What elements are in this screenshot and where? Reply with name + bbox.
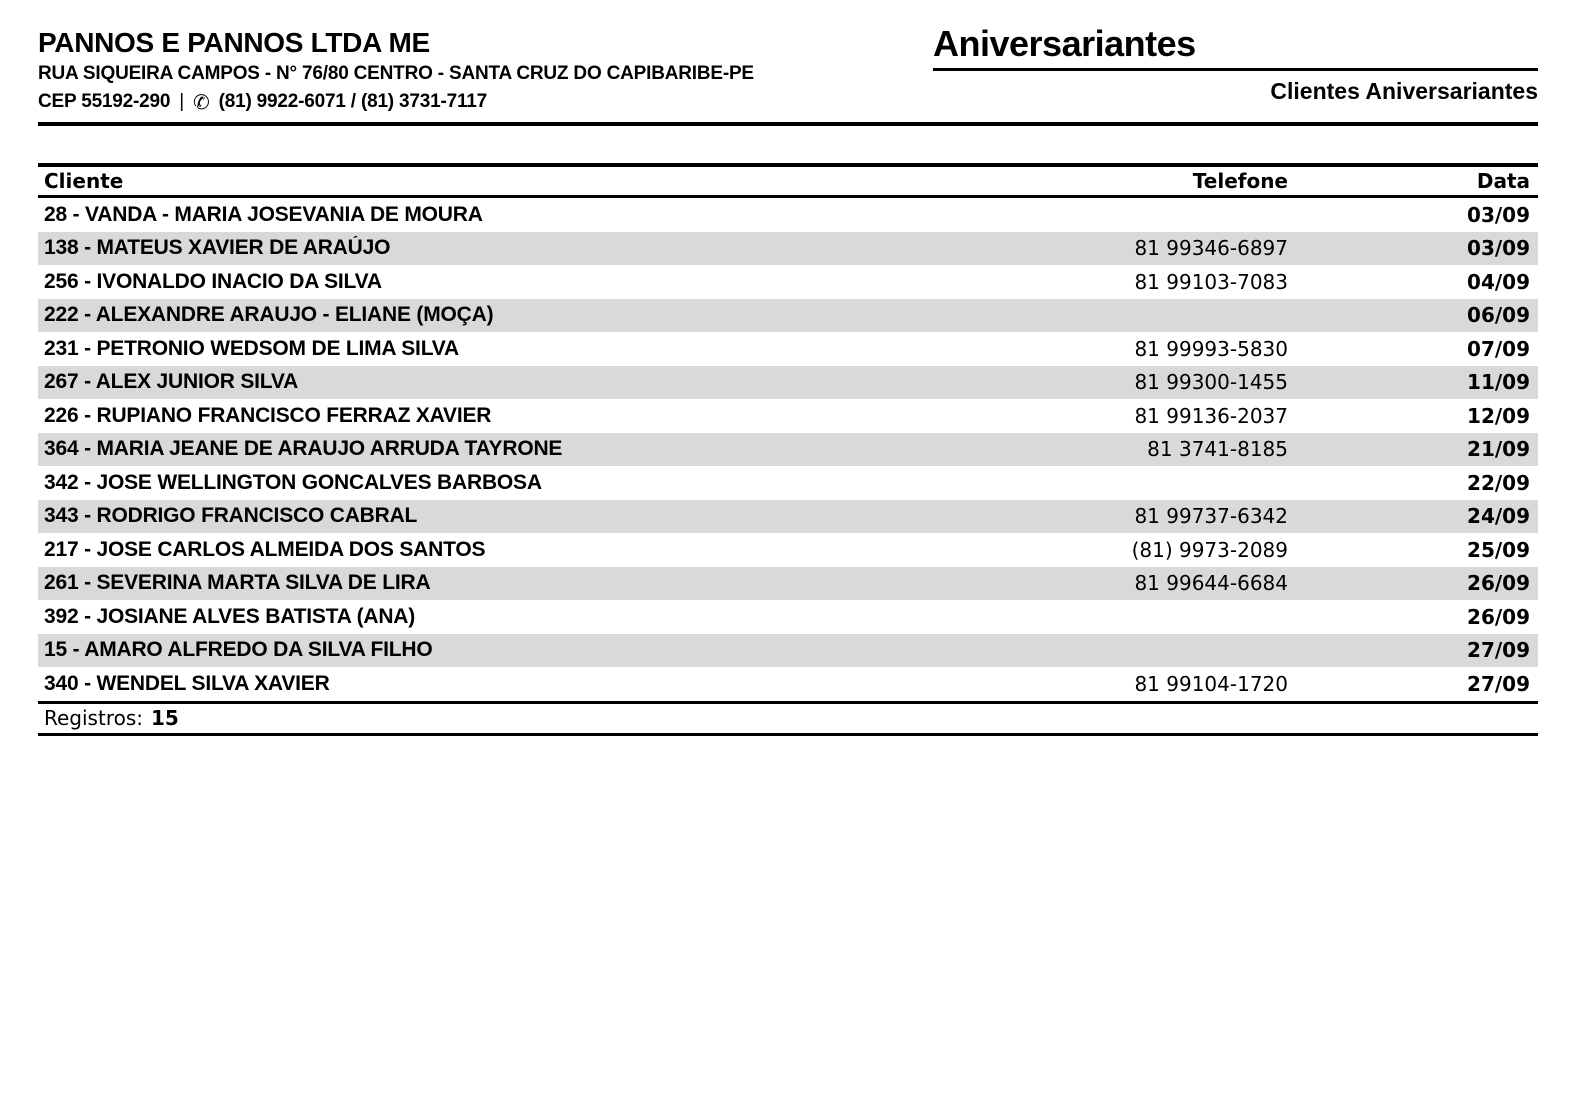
cell-cliente: 217 - JOSE CARLOS ALMEIDA DOS SANTOS — [44, 537, 486, 561]
cell-telefone: 81 99346-6897 — [1134, 236, 1288, 261]
cell-data: 27/09 — [1467, 671, 1530, 696]
cell-data: 27/09 — [1467, 638, 1530, 663]
cell-cliente: 231 - PETRONIO WEDSOM DE LIMA SILVA — [44, 336, 459, 360]
cell-telefone: 81 3741-8185 — [1147, 437, 1288, 462]
cell-cliente: 267 - ALEX JUNIOR SILVA — [44, 370, 299, 394]
cell-data: 25/09 — [1467, 537, 1530, 562]
cell-cliente: 28 - VANDA - MARIA JOSEVANIA DE MOURA — [44, 202, 483, 226]
cell-cliente: 256 - IVONALDO INACIO DA SILVA — [44, 269, 382, 293]
cell-cliente: 342 - JOSE WELLINGTON GONCALVES BARBOSA — [44, 470, 542, 494]
report-header — [38, 23, 1538, 115]
table-row — [38, 399, 1538, 433]
table-row — [38, 500, 1538, 534]
birthday-table — [38, 163, 1538, 736]
cell-telefone: 81 99104-1720 — [1134, 671, 1288, 696]
cell-cliente: 226 - RUPIANO FRANCISCO FERRAZ XAVIER — [44, 403, 492, 427]
column-header-telefone: Telefone — [1192, 169, 1288, 193]
cell-cliente: 364 - MARIA JEANE DE ARAUJO ARRUDA TAYRONE — [44, 437, 563, 461]
cell-telefone: 81 99300-1455 — [1134, 370, 1288, 395]
cell-data: 12/09 — [1467, 403, 1530, 428]
column-header-data: Data — [1476, 169, 1530, 193]
table-row — [38, 433, 1538, 467]
report-subtitle: Clientes Aniversariantes — [1270, 78, 1538, 104]
cell-telefone: 81 99737-6342 — [1134, 504, 1288, 529]
table-footer — [38, 701, 1538, 736]
company-address: RUA SIQUEIRA CAMPOS - N° 76/80 CENTRO - SANTA CRUZ DO CAPIBARIBE-PE — [38, 63, 754, 85]
cell-data: 03/09 — [1467, 202, 1530, 227]
report-title: Aniversariantes — [933, 26, 1538, 71]
header-divider — [38, 122, 1538, 126]
cell-telefone: 81 99644-6684 — [1134, 571, 1288, 596]
cell-cliente: 261 - SEVERINA MARTA SILVA DE LIRA — [44, 571, 431, 595]
report-title-block — [933, 23, 1538, 105]
table-row — [38, 533, 1538, 567]
records-label: Registros: — [44, 706, 143, 730]
company-cep: CEP 55192-290 — [38, 91, 171, 113]
cell-telefone: (81) 9973-2089 — [1131, 537, 1288, 562]
cell-telefone: 81 99136-2037 — [1134, 403, 1288, 428]
company-name: PANNOS E PANNOS LTDA ME — [38, 27, 430, 58]
table-row — [38, 667, 1538, 701]
cell-cliente: 222 - ALEXANDRE ARAUJO - ELIANE (MOÇA) — [44, 303, 494, 327]
cell-cliente: 138 - MATEUS XAVIER DE ARAÚJO — [44, 236, 391, 260]
table-body — [38, 198, 1538, 701]
table-row — [38, 466, 1538, 500]
cell-telefone: 81 99993-5830 — [1134, 336, 1288, 361]
table-row — [38, 634, 1538, 668]
table-row — [38, 600, 1538, 634]
cell-data: 26/09 — [1467, 604, 1530, 629]
cell-telefone: 81 99103-7083 — [1134, 269, 1288, 294]
cell-data: 03/09 — [1467, 236, 1530, 261]
company-phones: (81) 9922-6071 / (81) 3731-7117 — [218, 91, 488, 113]
cell-data: 11/09 — [1467, 370, 1530, 395]
cell-data: 07/09 — [1467, 336, 1530, 361]
cell-data: 06/09 — [1467, 303, 1530, 328]
telephone-icon: ✆ — [193, 90, 210, 115]
column-header-cliente: Cliente — [44, 169, 124, 193]
cell-cliente: 340 - WENDEL SILVA XAVIER — [44, 671, 330, 695]
cell-data: 24/09 — [1467, 504, 1530, 529]
table-row — [38, 299, 1538, 333]
cell-data: 04/09 — [1467, 269, 1530, 294]
table-row — [38, 332, 1538, 366]
table-row — [38, 366, 1538, 400]
table-header-row — [38, 163, 1538, 198]
table-row — [38, 567, 1538, 601]
cell-cliente: 15 - AMARO ALFREDO DA SILVA FILHO — [44, 638, 433, 662]
cell-data: 26/09 — [1467, 571, 1530, 596]
table-row — [38, 232, 1538, 266]
records-count: 15 — [151, 706, 179, 730]
cell-cliente: 392 - JOSIANE ALVES BATISTA (ANA) — [44, 604, 416, 628]
table-row — [38, 198, 1538, 232]
table-row — [38, 265, 1538, 299]
cell-data: 21/09 — [1467, 437, 1530, 462]
cell-cliente: 343 - RODRIGO FRANCISCO CABRAL — [44, 504, 418, 528]
cell-data: 22/09 — [1467, 470, 1530, 495]
separator-pipe: | — [179, 91, 185, 113]
